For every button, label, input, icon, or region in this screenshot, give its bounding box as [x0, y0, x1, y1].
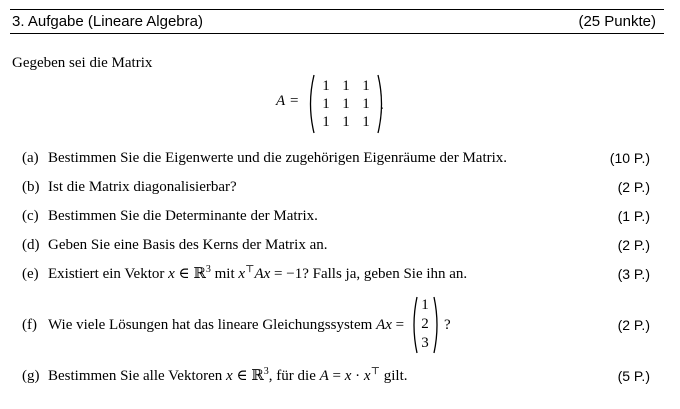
math-symbol: x: [238, 266, 246, 282]
task-points: (2 P.): [617, 179, 650, 195]
math-expression: [320, 368, 380, 384]
matrix-cell: 1: [322, 114, 330, 130]
matrix-cell: 1: [362, 96, 370, 112]
task-label: (b): [22, 179, 40, 195]
math-symbol: Ax: [376, 317, 392, 333]
task-points: (2 P.): [617, 237, 650, 253]
matrix-left-paren: [306, 74, 316, 134]
task-f: [22, 315, 650, 335]
task-label: (c): [22, 208, 39, 224]
math-symbol: Ax: [254, 266, 271, 282]
exercise-total-points: (25 Punkte): [578, 13, 656, 30]
math-symbol: = −1: [270, 266, 303, 282]
math-symbol: ·: [351, 368, 364, 384]
task-text: Geben Sie eine Basis des Kerns der Matrix an.: [48, 237, 328, 253]
text-segment: , für die: [268, 368, 320, 384]
text-segment: Wie viele Lösungen hat das lineare Gleichungssystem: [48, 317, 377, 333]
math-expression: [226, 368, 269, 384]
task-text: Bestimmen Sie die Determinante der Matrix.: [48, 208, 318, 224]
matrix-cell: 1: [342, 96, 350, 112]
matrix-cell: 1: [362, 78, 370, 94]
task-d: [22, 235, 650, 255]
task-label: (g): [22, 368, 40, 384]
text-segment: gilt.: [380, 368, 408, 384]
text-segment: ?: [444, 317, 451, 333]
matrix-terminator: .: [380, 97, 384, 113]
text-segment: Existiert ein Vektor: [48, 266, 169, 282]
task-e: [22, 264, 650, 284]
vector-right-paren: [432, 296, 441, 354]
text-segment: Bestimmen Sie alle Vektoren: [48, 368, 227, 384]
math-superscript: 3: [205, 264, 211, 275]
task-label: (a): [22, 150, 39, 166]
task-text: [48, 315, 404, 335]
math-symbol: x: [226, 368, 233, 384]
task-g: [22, 366, 650, 386]
vector-entry: 2: [421, 316, 429, 332]
rhs-vector: [410, 296, 440, 354]
text-segment: ? Falls ja, geben Sie ihn an.: [302, 266, 468, 282]
math-superscript: ⊤: [245, 264, 255, 275]
task-points: (2 P.): [617, 317, 650, 333]
matrix-cell: 1: [322, 78, 330, 94]
task-text: [48, 366, 408, 386]
matrix-entries: [316, 77, 376, 131]
task-f-tail: [444, 315, 464, 335]
task-text: Bestimmen Sie die Eigenwerte und die zugehörigen Eigenräume der Matrix.: [48, 150, 508, 166]
header-bottom-rule: [10, 33, 664, 34]
math-expression: [168, 266, 211, 282]
math-symbol: ∈ ℝ: [232, 368, 264, 384]
math-symbol: ∈ ℝ: [174, 266, 206, 282]
vector-entry: 3: [421, 335, 429, 351]
task-points: (5 P.): [617, 368, 650, 384]
matrix-cell: 1: [362, 114, 370, 130]
header-top-rule: [10, 9, 664, 10]
task-c: [22, 206, 650, 226]
task-points: (3 P.): [617, 266, 650, 282]
math-symbol: =: [391, 317, 405, 333]
math-expression: [238, 266, 302, 282]
task-points: (10 P.): [609, 150, 650, 166]
math-symbol: x: [344, 368, 352, 384]
task-label: (d): [22, 237, 40, 253]
matrix-cell: 1: [342, 114, 350, 130]
task-label: (e): [22, 266, 39, 282]
math-symbol: x: [363, 368, 371, 384]
vector-entry: 1: [421, 297, 429, 313]
text-segment: mit: [210, 266, 239, 282]
math-symbol: =: [328, 368, 345, 384]
task-text: [48, 264, 467, 284]
vector-entries: [418, 296, 432, 353]
matrix-cell: 1: [342, 78, 350, 94]
task-text: Ist die Matrix diagonalisierbar?: [48, 179, 237, 195]
math-expression: [376, 317, 404, 333]
math-superscript: ⊤: [370, 366, 380, 377]
exercise-header: [12, 12, 656, 32]
math-superscript: 3: [263, 366, 269, 377]
task-b: [22, 177, 650, 197]
task-label: (f): [22, 317, 37, 333]
math-symbol: A: [319, 368, 329, 384]
math-symbol: x: [168, 266, 175, 282]
matrix-cell: 1: [322, 96, 330, 112]
matrix-variable: A: [276, 93, 286, 109]
exercise-title: 3. Aufgabe (Lineare Algebra): [12, 13, 203, 30]
matrix-equals: =: [290, 93, 299, 109]
task-points: (1 P.): [617, 208, 650, 224]
task-a: [22, 148, 650, 168]
intro-text: Gegeben sei die Matrix: [12, 55, 153, 71]
